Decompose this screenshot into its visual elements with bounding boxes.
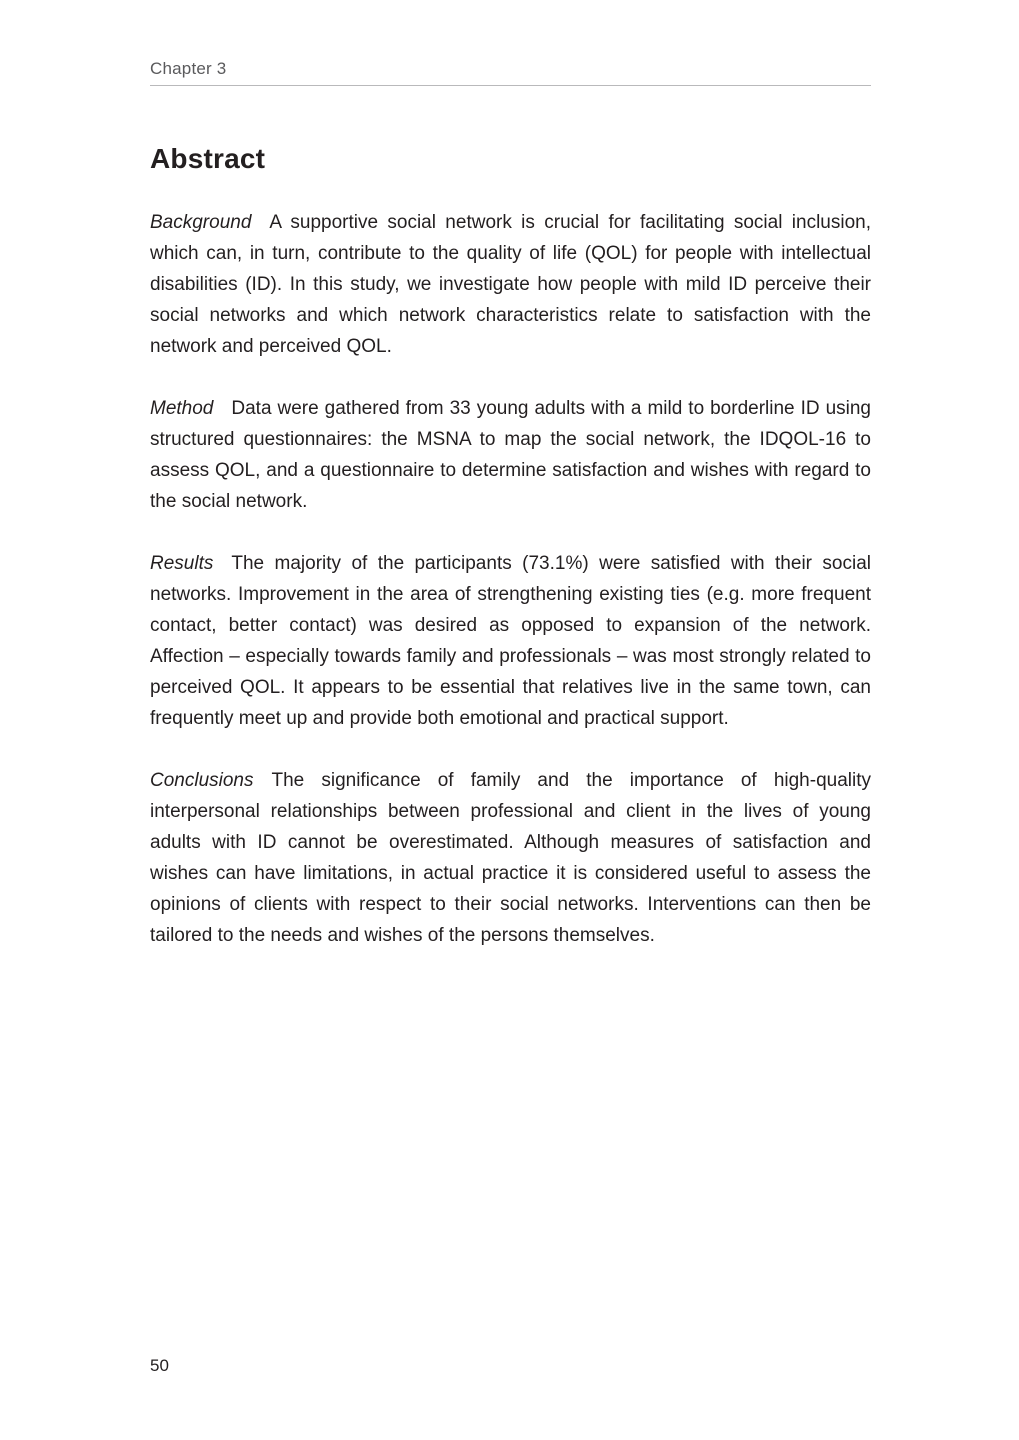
abstract-title: Abstract <box>150 143 266 174</box>
header-rule <box>150 85 871 86</box>
page-content <box>150 0 871 951</box>
paragraph-text-conclusions: The significance of family and the importance of high-quality interpersonal relationships between professional and client in the lives of young adults with ID cannot be overestimated. Although measures of satisfaction and wishes can have limitations, in actual practice it is considered useful to assess the opinions of clients with respect to their social networks. Interventions can then be tailored to the needs and wishes of the persons themselves. <box>150 770 871 946</box>
paragraph-lead-background: Background <box>150 212 252 233</box>
paragraph-method <box>150 393 871 517</box>
chapter-running-head: Chapter 3 <box>150 59 227 78</box>
paragraph-results <box>150 548 871 734</box>
paragraph-lead-conclusions: Conclusions <box>150 770 254 791</box>
paragraph-text-method: Data were gathered from 33 young adults with a mild to borderline ID using structured questionnaires: the MSNA to map the social network, the IDQOL-16 to assess QOL, and a questionnaire to determine satisfaction and wishes with regard to the social network. <box>150 398 871 512</box>
paragraph-text-background: A supportive social network is crucial for facilitating social inclusion, which can, in turn, contribute to the quality of life (QOL) for people with intellectual disabilities (ID). In this study, we investigate how people with mild ID perceive their social networks and which network characteristics relate to satisfaction with the network and perceived QOL. <box>150 212 871 357</box>
page-number: 50 <box>150 1356 169 1375</box>
paragraph-conclusions <box>150 765 871 951</box>
paragraph-text-results: The majority of the participants (73.1%) were satisfied with their social networks. Improvement in the area of strengthening existing ties (e.g. more frequent contact, better contact) was desired as opposed to expansion of the network. Affection – especially towards family and professionals – was most strongly related to perceived QOL. It appears to be essential that relatives live in the same town, can frequently meet up and provide both emotional and practical support. <box>150 553 871 729</box>
paragraph-lead-method: Method <box>150 398 214 419</box>
paragraph-lead-results: Results <box>150 553 214 574</box>
paragraph-background <box>150 207 871 362</box>
